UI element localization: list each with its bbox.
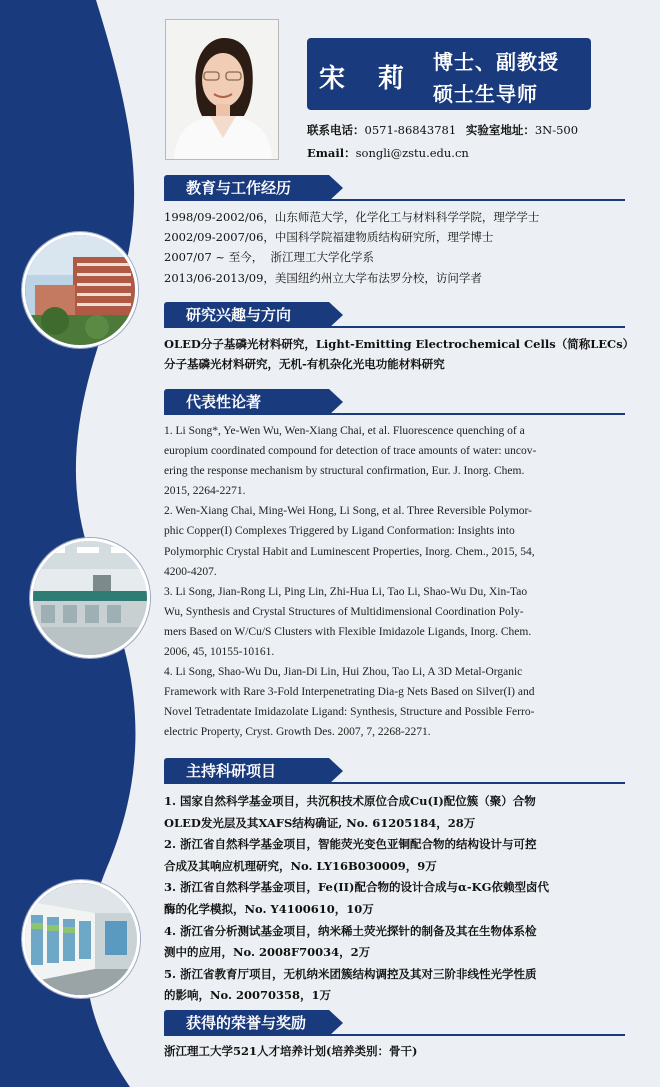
paper-line: Novel Tetradentate Imidazolate Ligand: Synthesis, Structure and Possible Ferro- (164, 706, 535, 719)
name-title-box (307, 38, 591, 110)
paper-line: europium coordinated compound for detection of trace amounts of water: uncov- (164, 445, 537, 458)
phone-value: 0571-86843781 (364, 123, 457, 137)
papers-section-title: 代表性论著 (164, 389, 329, 415)
contact-email-line (307, 145, 469, 161)
phone-label: 联系电话： (307, 123, 365, 137)
email-label: Email： (307, 146, 356, 160)
education-item: 1998/09-2002/06，山东师范大学，化学化工与材料科学学院，理学学士 (164, 210, 540, 224)
research-item: 分子基磷光材料研究，无机-有机杂化光电功能材料研究 (164, 357, 445, 372)
paper-line: 2015, 2264-2271. (164, 485, 246, 498)
research-item: OLED分子基磷光材料研究，Light-Emitting Electrochemical Cells（简称LECs） (164, 337, 635, 351)
laboratory-photo (30, 538, 150, 658)
project-line: 测中的应用，No. 2008F70034，2万 (164, 945, 371, 960)
papers-divider (164, 413, 625, 415)
project-line: 2. 浙江省自然科学基金项目，智能荧光变色亚铜配合物的结构设计与可控 (164, 837, 537, 852)
project-line: OLED发光层及其XAFS结构确证, No. 61205184，28万 (164, 815, 476, 830)
projects-section-title: 主持科研项目 (164, 758, 329, 784)
paper-line: Framework with Rare 3-Fold Interpenetrating Dia-g Nets Based on Silver(I) and (164, 686, 535, 699)
portrait-photo (165, 19, 279, 160)
contact-phone-line (307, 122, 578, 138)
education-section-title: 教育与工作经历 (164, 175, 329, 201)
lab-value: 3N-500 (534, 123, 579, 137)
honor-item: 浙江理工大学521人才培养计划(培养类别：骨干) (164, 1044, 418, 1058)
person-title-degree: 博士、副教授 (433, 50, 559, 74)
lab-label: 实验室地址： (465, 123, 535, 137)
email-value[interactable]: songli@zstu.edu.cn (355, 146, 469, 160)
person-name: 宋 莉 (319, 64, 417, 94)
project-line: 3. 浙江省自然科学基金项目，Fe(II)配合物的设计合成与α-KG依赖型卤代 (164, 880, 549, 895)
project-line: 合成及其响应机理研究，No. LY16B030009，9万 (164, 858, 437, 873)
education-item: 2002/09-2007/06，中国科学院福建物质结构研究所，理学博士 (164, 230, 494, 245)
education-item: 2013/06-2013/09，美国纽约州立大学布法罗分校，访问学者 (164, 270, 482, 285)
paper-line: 4. Li Song, Shao-Wu Du, Jian-Di Lin, Hui Zhou, Tao Li, A 3D Metal-Organic (164, 666, 523, 679)
education-list (164, 207, 626, 288)
project-line: 4. 浙江省分析测试基金项目，纳米稀土荧光探针的制备及其在生物体系检 (164, 923, 537, 938)
paper-line: 2. Wen-Xiang Chai, Ming-Wei Hong, Li Song, et al. Three Reversible Polymor- (164, 505, 532, 518)
paper-line: mers Based on W/Cu/S Clusters with Flexible Imidazole Ligands, Inorg. Chem. (164, 625, 532, 638)
paper-line: 4200-4207. (164, 565, 217, 578)
research-section-title: 研究兴趣与方向 (164, 302, 329, 328)
honors-divider (164, 1034, 625, 1036)
paper-line: 1. Li Song*, Ye-Wen Wu, Wen-Xiang Chai, et al. Fluorescence quenching of a (164, 425, 525, 437)
paper-line: electric Property, Cryst. Growth Des. 2007, 7, 2268-2271. (164, 726, 431, 739)
projects-list (164, 791, 626, 1007)
exhibition-photo (22, 880, 140, 998)
project-line: 1. 国家自然科学基金项目，共沉积技术原位合成Cu(I)配位簇（聚）合物 (164, 794, 536, 808)
paper-line: Wu, Synthesis and Crystal Structures of Multidimensional Coordination Poly- (164, 605, 524, 618)
project-line: 5. 浙江省教育厅项目，无机纳米团簇结构调控及其对三阶非线性光学性质 (164, 966, 537, 981)
person-title-supervisor: 硕士生导师 (433, 82, 538, 106)
campus-photo (22, 232, 138, 348)
projects-divider (164, 782, 625, 784)
paper-line: 2006, 45, 10155-10161. (164, 646, 275, 659)
honors-list (164, 1041, 626, 1061)
paper-line: ering the response mechanism by structural confirmation, Eur. J. Inorg. Chem. (164, 465, 525, 478)
honors-section-title: 获得的荣誉与奖励 (164, 1010, 329, 1036)
paper-line: 3. Li Song, Jian-Rong Li, Ping Lin, Zhi-Hua Li, Tao Li, Shao-Wu Du, Xin-Tao (164, 585, 528, 598)
paper-line: phic Copper(I) Complexes Triggered by Ligand Conformation: Insights into (164, 525, 515, 538)
education-item: 2007/07 ~ 至今， 浙江理工大学化学系 (164, 250, 375, 265)
project-line: 的影响，No. 20070358，1万 (164, 988, 332, 1003)
education-divider (164, 199, 625, 201)
project-line: 酶的化学模拟，No. Y4100610，10万 (164, 901, 374, 916)
research-divider (164, 326, 625, 328)
research-list (164, 334, 635, 374)
papers-list (164, 421, 624, 743)
paper-line: Polymorphic Crystal Habit and Luminescent Properties, Inorg. Chem., 2015, 54, (164, 545, 535, 558)
